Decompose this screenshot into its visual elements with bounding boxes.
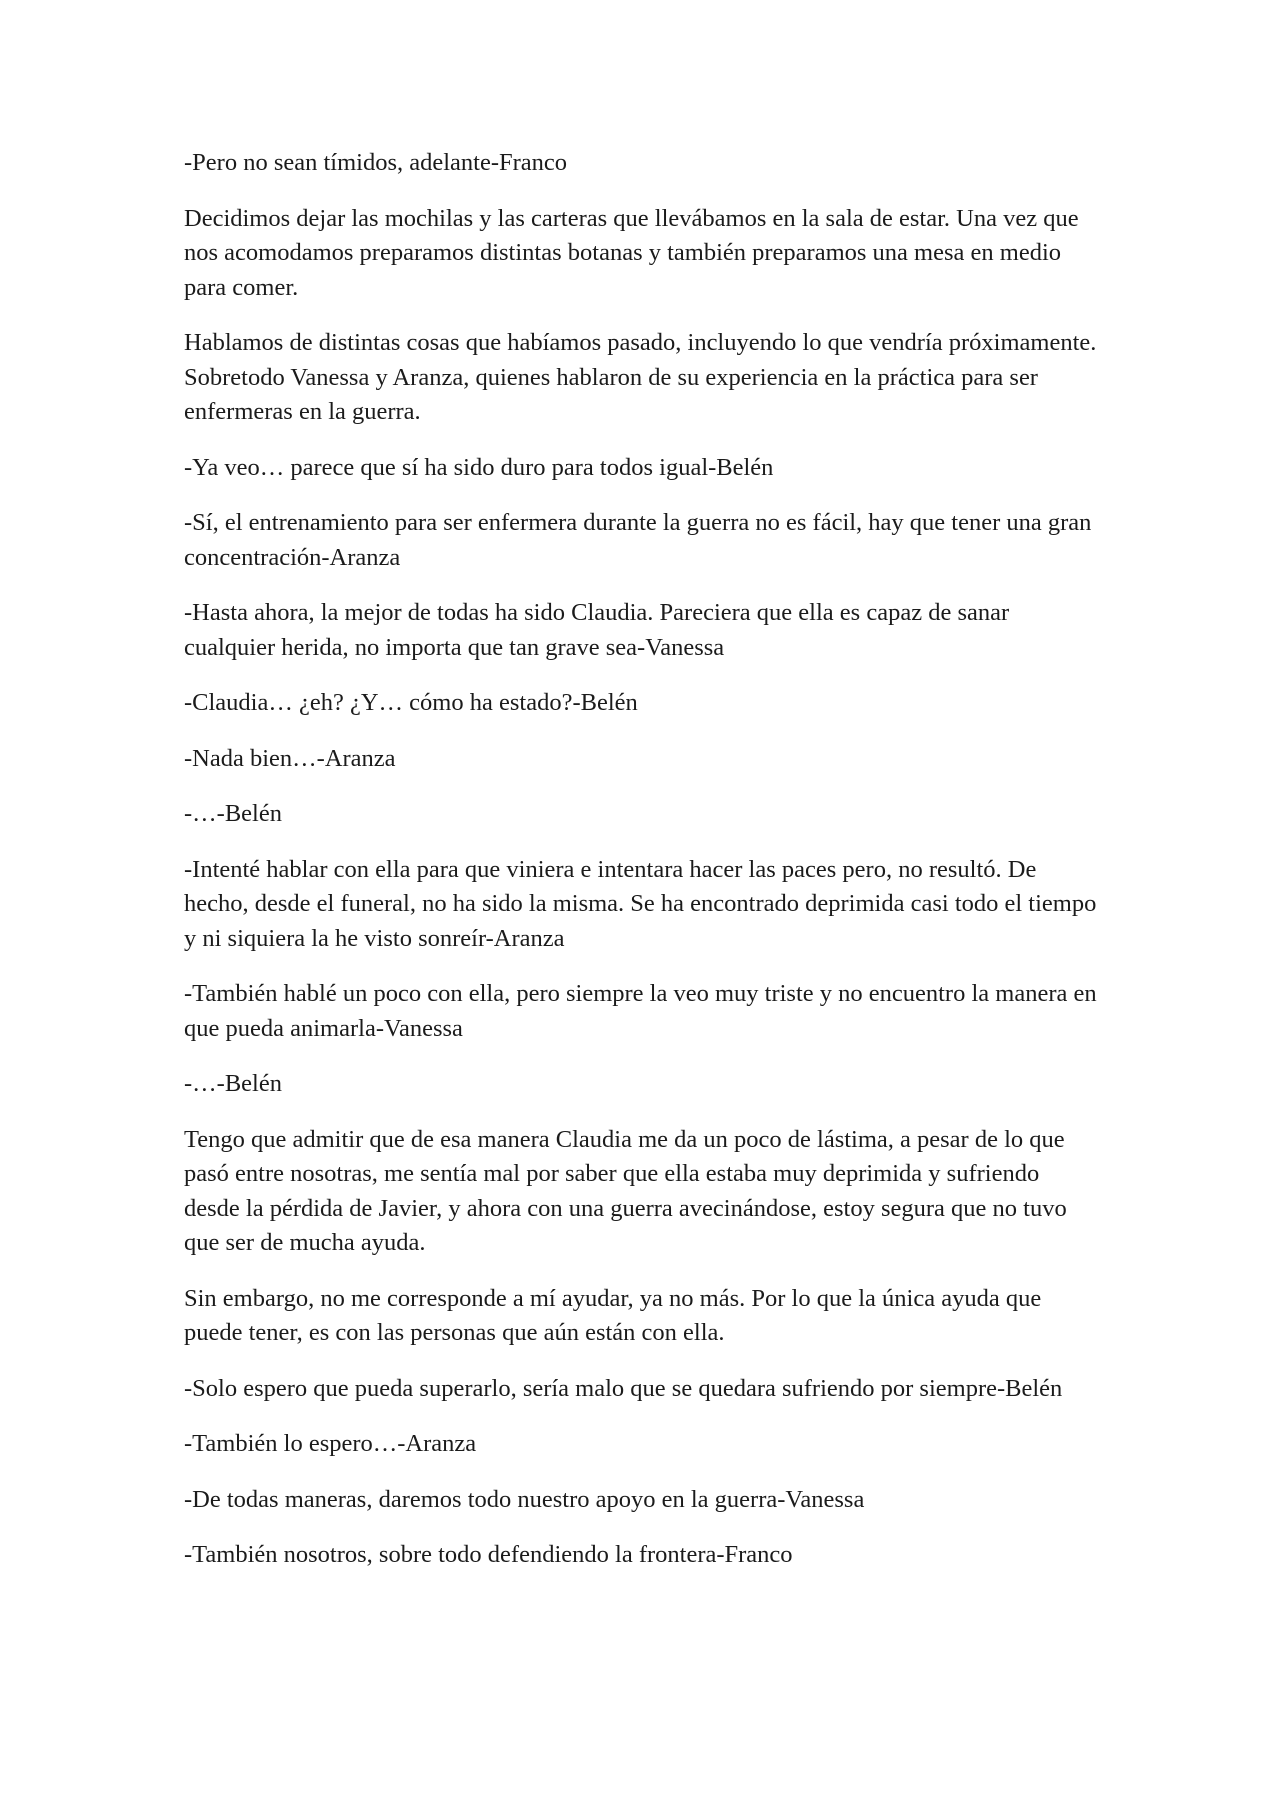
paragraph: -Intenté hablar con ella para que viniera e intentara hacer las paces pero, no resultó. De hecho, desde el funeral, no ha sido la misma. Se ha encontrado deprimida casi todo el tiempo y ni siquiera la he visto sonreír-Aranza — [184, 855, 1097, 952]
paragraph: -De todas maneras, daremos todo nuestro apoyo en la guerra-Vanessa — [184, 1485, 865, 1513]
paragraph: -…-Belén — [184, 800, 282, 827]
paragraph: -Nada bien…-Aranza — [184, 744, 396, 772]
paragraph: -Pero no sean tímidos, adelante-Franco — [184, 149, 568, 176]
paragraph: -…-Belén — [184, 1070, 282, 1097]
paragraph: Tengo que admitir que de esa manera Claudia me da un poco de lástima, a pesar de lo que pasó entre nosotras, me sentía mal por saber que ella estaba muy deprimida y sufriendo desde la pérdida de Javier, y ahora con una guerra avecinándose, estoy segura que no tuvo que ser de mucha ayuda. — [184, 1125, 1067, 1256]
document-body — [184, 146, 1100, 1594]
paragraph: -También lo espero…-Aranza — [184, 1430, 477, 1457]
paragraph: -También hablé un poco con ella, pero siempre la veo muy triste y no encuentro la manera en que pueda animarla-Vanessa — [184, 980, 1097, 1042]
paragraph: -Hasta ahora, la mejor de todas ha sido Claudia. Pareciera que ella es capaz de sanar cualquier herida, no importa que tan grave sea-Vanessa — [184, 599, 1010, 661]
paragraph: -Sí, el entrenamiento para ser enfermera durante la guerra no es fácil, hay que tener una gran concentración-Aranza — [184, 509, 1092, 571]
paragraph: Sin embargo, no me corresponde a mí ayudar, ya no más. Por lo que la única ayuda que puede tener, es con las personas que aún están con ella. — [184, 1284, 1042, 1346]
paragraph: Decidimos dejar las mochilas y las carteras que llevábamos en la sala de estar. Una vez que nos acomodamos preparamos distintas botanas y también preparamos una mesa en medio para comer. — [184, 204, 1079, 301]
paragraph: -Solo espero que pueda superarlo, sería malo que se quedara sufriendo por siempre-Belén — [184, 1374, 1063, 1402]
paragraph: -Ya veo… parece que sí ha sido duro para todos igual-Belén — [184, 453, 774, 481]
paragraph: -Claudia… ¿eh? ¿Y… cómo ha estado?-Belén — [184, 689, 638, 716]
paragraph: Hablamos de distintas cosas que habíamos pasado, incluyendo lo que vendría próximamente. Sobretodo Vanessa y Aranza, quienes hablaron de su experiencia en la práctica para ser enfermeras en la guerra. — [184, 329, 1097, 425]
paragraph: -También nosotros, sobre todo defendiendo la frontera-Franco — [184, 1541, 793, 1568]
